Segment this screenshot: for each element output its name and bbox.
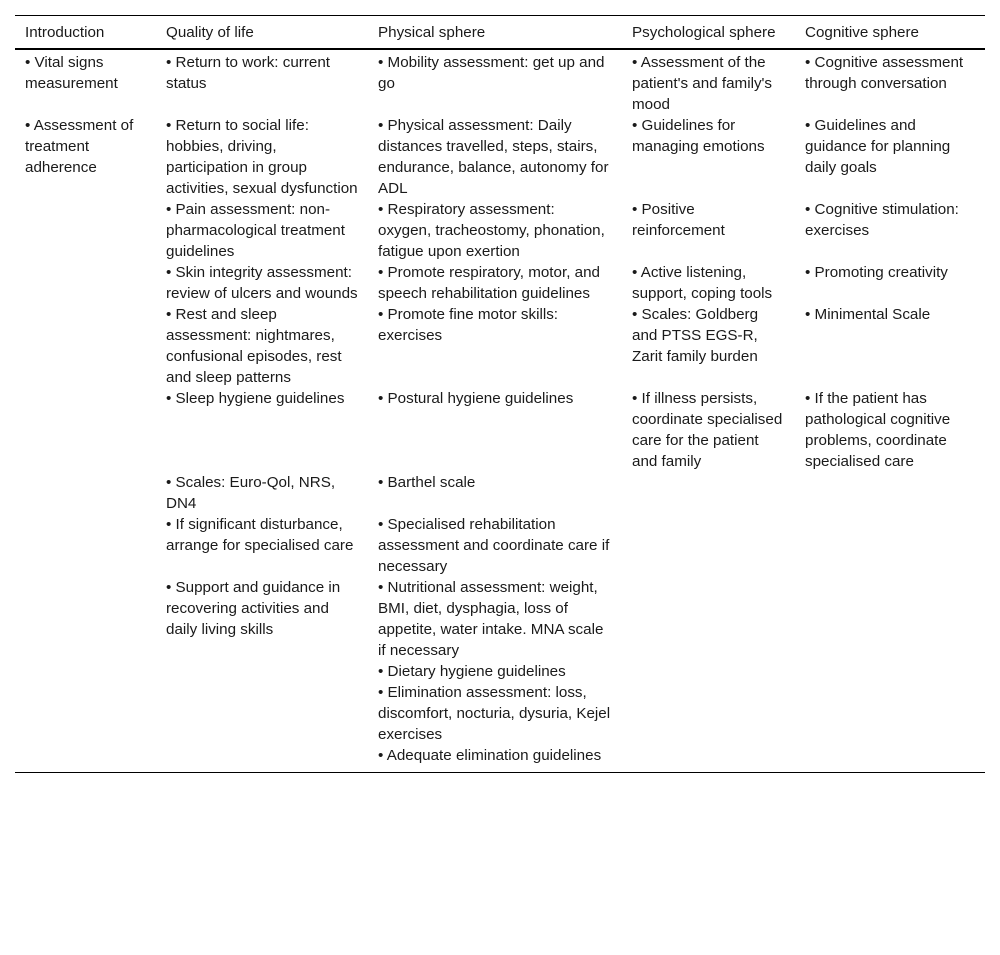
header-psychological-sphere: Psychological sphere xyxy=(622,16,795,50)
table-row xyxy=(15,514,985,577)
cell-psychological-sphere xyxy=(622,682,795,745)
cell-quality-of-life xyxy=(156,661,368,682)
cell-cognitive-sphere: • If the patient has pathological cognitive problems, coordinate specialised care xyxy=(805,390,951,470)
table-row xyxy=(15,682,985,745)
cell-quality-of-life: • Rest and sleep assessment: nightmares, confusional episodes, rest and sleep patterns xyxy=(166,306,342,386)
cell-physical-sphere: • Nutritional assessment: weight, BMI, diet, dysphagia, loss of appetite, water intake. MNA scale if necessary xyxy=(378,579,604,659)
cell-cognitive-sphere: • Guidelines and guidance for planning daily goals xyxy=(805,117,951,176)
cell-quality-of-life xyxy=(156,682,368,745)
header-cognitive-sphere: Cognitive sphere xyxy=(795,16,985,50)
cell-introduction xyxy=(15,262,156,304)
table-row xyxy=(15,115,985,199)
cell-introduction xyxy=(15,682,156,745)
cell-physical-sphere: • Specialised rehabilitation assessment and coordinate care if necessary xyxy=(378,516,610,575)
cell-psychological-sphere: • If illness persists, coordinate specialised care for the patient and family xyxy=(632,390,783,470)
cell-cognitive-sphere: • Promoting creativity xyxy=(805,264,948,281)
cell-introduction xyxy=(15,577,156,661)
cell-quality-of-life xyxy=(156,745,368,773)
cell-cognitive-sphere: • Cognitive assessment through conversation xyxy=(805,54,964,92)
table-row xyxy=(15,49,985,115)
cell-physical-sphere: • Mobility assessment: get up and go xyxy=(378,54,605,92)
cell-psychological-sphere xyxy=(622,661,795,682)
cell-introduction: • Assessment of treatment adherence xyxy=(25,117,134,176)
cell-introduction xyxy=(15,745,156,773)
cell-psychological-sphere xyxy=(622,577,795,661)
cell-cognitive-sphere xyxy=(795,472,985,514)
header-introduction: Introduction xyxy=(15,16,156,50)
cell-psychological-sphere: • Positive reinforcement xyxy=(632,201,725,239)
cell-introduction: • Vital signs measurement xyxy=(25,54,118,92)
cell-introduction xyxy=(15,472,156,514)
cell-cognitive-sphere: • Cognitive stimulation: exercises xyxy=(805,201,959,239)
cell-cognitive-sphere xyxy=(795,577,985,661)
table-body xyxy=(15,49,985,773)
cell-physical-sphere: • Adequate elimination guidelines xyxy=(378,747,602,764)
table-row xyxy=(15,199,985,262)
table-row xyxy=(15,262,985,304)
cell-physical-sphere: • Physical assessment: Daily distances travelled, steps, stairs, endurance, balance, autonomy for ADL xyxy=(378,117,609,197)
cell-psychological-sphere: • Assessment of the patient's and family's mood xyxy=(632,54,773,113)
cell-physical-sphere: • Barthel scale xyxy=(378,474,476,491)
cell-physical-sphere: • Postural hygiene guidelines xyxy=(378,390,574,407)
cell-psychological-sphere: • Guidelines for managing emotions xyxy=(632,117,765,155)
cell-introduction xyxy=(15,514,156,577)
cell-quality-of-life: • Return to social life: hobbies, driving, participation in group activities, sexual dysfunction xyxy=(166,117,358,197)
cell-introduction xyxy=(15,304,156,388)
cell-cognitive-sphere: • Minimental Scale xyxy=(805,306,931,323)
cell-physical-sphere: • Respiratory assessment: oxygen, tracheostomy, phonation, fatigue upon exertion xyxy=(378,201,605,260)
cell-quality-of-life: • Sleep hygiene guidelines xyxy=(166,390,345,407)
cell-introduction xyxy=(15,388,156,472)
care-plan-table xyxy=(15,15,985,773)
cell-cognitive-sphere xyxy=(795,661,985,682)
cell-physical-sphere: • Promote fine motor skills: exercises xyxy=(378,306,559,344)
table-row xyxy=(15,472,985,514)
cell-quality-of-life: • Scales: Euro-Qol, NRS, DN4 xyxy=(166,474,336,512)
table-row xyxy=(15,661,985,682)
cell-physical-sphere: • Elimination assessment: loss, discomfort, nocturia, dysuria, Kejel exercises xyxy=(378,684,611,743)
cell-quality-of-life: • If significant disturbance, arrange for specialised care xyxy=(166,516,354,554)
cell-quality-of-life: • Support and guidance in recovering activities and daily living skills xyxy=(166,579,341,638)
cell-physical-sphere: • Dietary hygiene guidelines xyxy=(378,663,566,680)
cell-cognitive-sphere xyxy=(795,745,985,773)
header-row xyxy=(15,16,985,50)
cell-psychological-sphere: • Scales: Goldberg and PTSS EGS-R, Zarit family burden xyxy=(632,306,759,365)
table-header xyxy=(15,16,985,50)
cell-cognitive-sphere xyxy=(795,514,985,577)
table-row xyxy=(15,304,985,388)
table-row xyxy=(15,388,985,472)
cell-psychological-sphere xyxy=(622,514,795,577)
cell-introduction xyxy=(15,199,156,262)
cell-quality-of-life: • Return to work: current status xyxy=(166,54,330,92)
cell-psychological-sphere: • Active listening, support, coping tools xyxy=(632,264,773,302)
cell-quality-of-life: • Skin integrity assessment: review of ulcers and wounds xyxy=(166,264,358,302)
cell-cognitive-sphere xyxy=(795,682,985,745)
cell-quality-of-life: • Pain assessment: non-pharmacological treatment guidelines xyxy=(166,201,345,260)
header-physical-sphere: Physical sphere xyxy=(368,16,622,50)
table-row xyxy=(15,745,985,773)
cell-psychological-sphere xyxy=(622,745,795,773)
header-quality-of-life: Quality of life xyxy=(156,16,368,50)
cell-physical-sphere: • Promote respiratory, motor, and speech rehabilitation guidelines xyxy=(378,264,600,302)
table-row xyxy=(15,577,985,661)
cell-psychological-sphere xyxy=(622,472,795,514)
cell-introduction xyxy=(15,661,156,682)
